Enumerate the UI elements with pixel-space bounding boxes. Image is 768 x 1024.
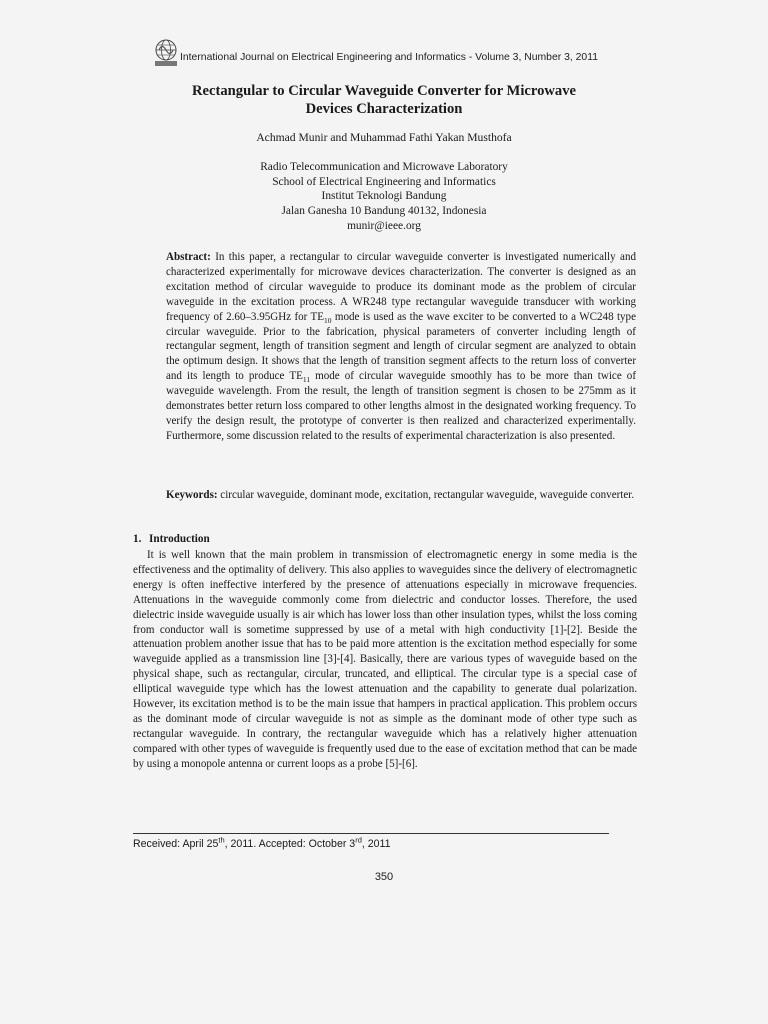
- affiliation-email: munir@ieee.org: [347, 219, 421, 232]
- abstract-text-3: mode of circular waveguide smoothly has to be more than twice of waveguide wavelength. From the result, the length of transition segment is chosen to be 275mm as it demonstrates better return loss compared to other lengths almost in the designated working frequency. To verify the design result, the prototype of converter is then realized and characterized experimentally. Furthermore, some discussion related to the results of experimental characterization is also presented.: [166, 370, 636, 442]
- section-title: Introduction: [149, 533, 210, 545]
- abstract-subscript-2: 11: [302, 375, 311, 385]
- section-number: 1.: [133, 533, 142, 545]
- page-number: 350: [374, 871, 394, 883]
- title-line-1: Rectangular to Circular Waveguide Converter for Microwave: [192, 83, 576, 99]
- abstract-text-1: In this paper, a rectangular to circular waveguide converter is investigated numerically and characterized experimentally for microwave devices characterization. The converter is designed as an excitation method of circular waveguide to produce its dominant mode as the problem of circular waveguide in the excitation process. A WR248 type rectangular waveguide transducer with working frequency of 2.60–3.95GHz for TE: [166, 251, 636, 323]
- keywords-text: circular waveguide, dominant mode, excitation, rectangular waveguide, waveguide converter.: [217, 489, 635, 501]
- abstract-text-2: mode is used as the wave exciter to be converted to a WC248 type circular waveguide. Prior to the fabrication, physical parameters of converter including length of rectangular segment, length of transition segment and length of circular segment are analyzed to obtain the optimum design. It shows that the length of transition segment affects to the return loss of converter and its length to produce TE: [166, 310, 636, 383]
- paper-authors: Achmad Munir and Muhammad Fathi Yakan Musthofa: [256, 131, 512, 144]
- introduction-body: [133, 548, 637, 772]
- keywords-paragraph: [166, 488, 636, 503]
- received-text: Received: April 25: [133, 838, 219, 850]
- keywords-label: Keywords:: [166, 489, 218, 501]
- accepted-year: , 2011: [361, 838, 391, 850]
- received-superscript: th: [218, 835, 225, 845]
- abstract-paragraph: [166, 250, 636, 444]
- accepted-text: , 2011. Accepted: October 3: [224, 838, 356, 850]
- journal-logo-icon: [153, 38, 181, 68]
- journal-citation: International Journal on Electrical Engineering and Informatics - Volume 3, Number 3, 2011: [180, 52, 598, 63]
- abstract-label: Abstract:: [166, 251, 211, 263]
- affiliation-address: Jalan Ganesha 10 Bandung 40132, Indonesia: [281, 205, 487, 218]
- footnote-divider: [133, 833, 609, 834]
- section-heading: [133, 533, 210, 545]
- title-line-2: Devices Characterization: [305, 101, 463, 117]
- introduction-paragraph: It is well known that the main problem in transmission of electromagnetic energy in some media is the effectiveness and the optimality of delivery. This also applies to waveguides since the delivery of electromagnetic energy is often ineffective interfered by the presence of attenuations especially in microwave frequencies. Attenuations in the waveguide commonly come from dielectric and conductor losses. Therefore, the used dielectric inside waveguide usually is air which has lower loss than other insulation types, whilst the loss coming from conductor wall is sometime suppressed by use of a metal with high conductivity [1]-[2]. Beside the attenuation problem another issue that has to be paid more attention is the excitation method especially for some waveguide applied as a transmission line [3]-[4]. Basically, there are various types of waveguide based on the physical shape, such as rectangular, circular, truncated, and elliptical. The circular type is a special case of elliptical waveguide type which has the lowest attenuation and the capability to generate dual polarization. However, its excitation method is to be the main issue that hampers in practical application. This problem occurs as the dominant mode of circular waveguide is not as simple as the dominant mode of other type such as rectangular waveguide. In contrary, the rectangular waveguide which has a relatively higher attenuation compared with other types of waveguide is frequently used due to the ease of excitation method that can be made by using a monopole antenna or current loops as a probe [5]-[6].: [133, 549, 637, 770]
- received-accepted-dates: [133, 835, 391, 850]
- affiliation-institute: Institut Teknologi Bandung: [321, 190, 447, 203]
- paper-title: [0, 82, 768, 118]
- affiliation-school: School of Electrical Engineering and Informatics: [272, 175, 496, 188]
- abstract-subscript-1: 10: [324, 315, 332, 325]
- journal-header: [153, 38, 613, 68]
- affiliation-lab: Radio Telecommunication and Microwave Laboratory: [260, 161, 508, 173]
- author-affiliation: [0, 160, 768, 234]
- accepted-superscript: rd: [355, 835, 362, 845]
